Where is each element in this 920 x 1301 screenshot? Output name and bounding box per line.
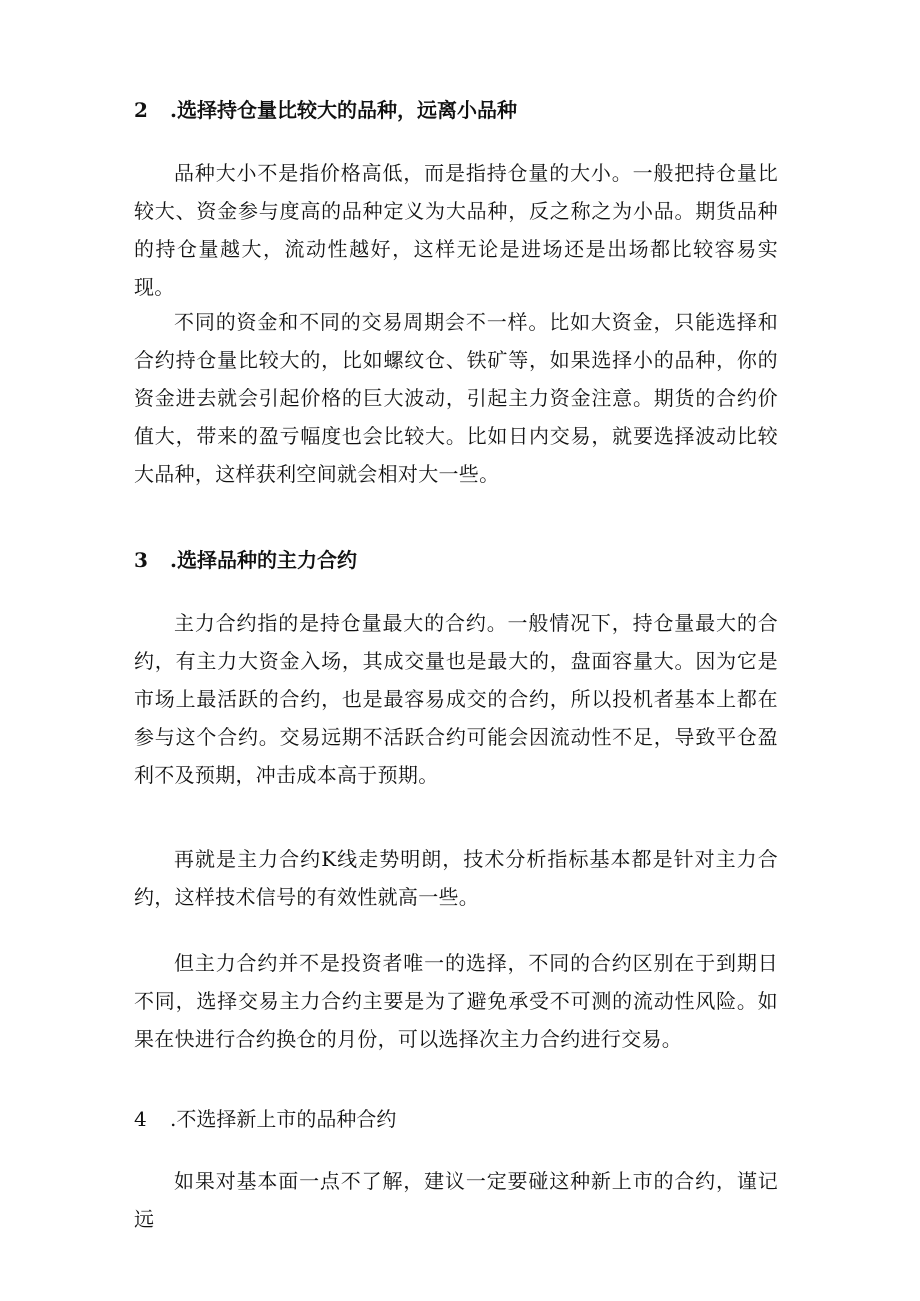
section-heading [134,1105,396,1133]
paragraph: 不同的资金和不同的交易周期会不一样。比如大资金，只能选择和合约持仓量比较大的，比如螺纹仓、铁矿等，如果选择小的品种，你的资金进去就会引起价格的巨大波动，引起主力资金注意。期货的合约价值大，带来的盈亏幅度也会比较大。比如日内交易，就要选择波动比较大品种，这样获利空间就会相对大一些。 [134,310,778,486]
paragraph: 主力合约指的是持仓量最大的合约。一般情况下，持仓量最大的合约，有主力大资金入场，其成交量也是最大的，盘面容量大。因为它是市场上最活跃的合约，也是最容易成交的合约，所以投机者基本上都在参与这个合约。交易远期不活跃合约可能会因流动性不足，导致平仓盈利不及预期，冲击成本高于预期。 [134,611,778,787]
paragraph: 如果对基本面一点不了解，建议一定要碰这种新上市的合约，谨记远 [134,1169,778,1231]
section-title: .选择品种的主力合约 [170,548,357,572]
section-title: .选择持仓量比较大的品种，远离小品种 [170,98,517,122]
section-heading [134,96,517,124]
section-heading [134,546,357,574]
paragraph: 品种大小不是指价格高低，而是指持仓量的大小。一般把持仓量比较大、资金参与度高的品种定义为大品种，反之称之为小品。期货品种的持仓量越大，流动性越好，这样无论是进场还是出场都比较容易实现。 [134,161,778,299]
paragraph: 但主力合约并不是投资者唯一的选择，不同的合约区别在于到期日不同，选择交易主力合约主要是为了避免承受不可测的流动性风险。如果在快进行合约换仓的月份，可以选择次主力合约进行交易。 [134,951,778,1051]
section-number: 2 [134,98,148,122]
paragraph: 再就是主力合约K线走势明朗，技术分析指标基本都是针对主力合约，这样技术信号的有效性就高一些。 [134,847,778,909]
section-number: 3 [134,548,148,572]
section-number: 4 [134,1107,147,1131]
section-title: .不选择新上市的品种合约 [170,1107,397,1131]
